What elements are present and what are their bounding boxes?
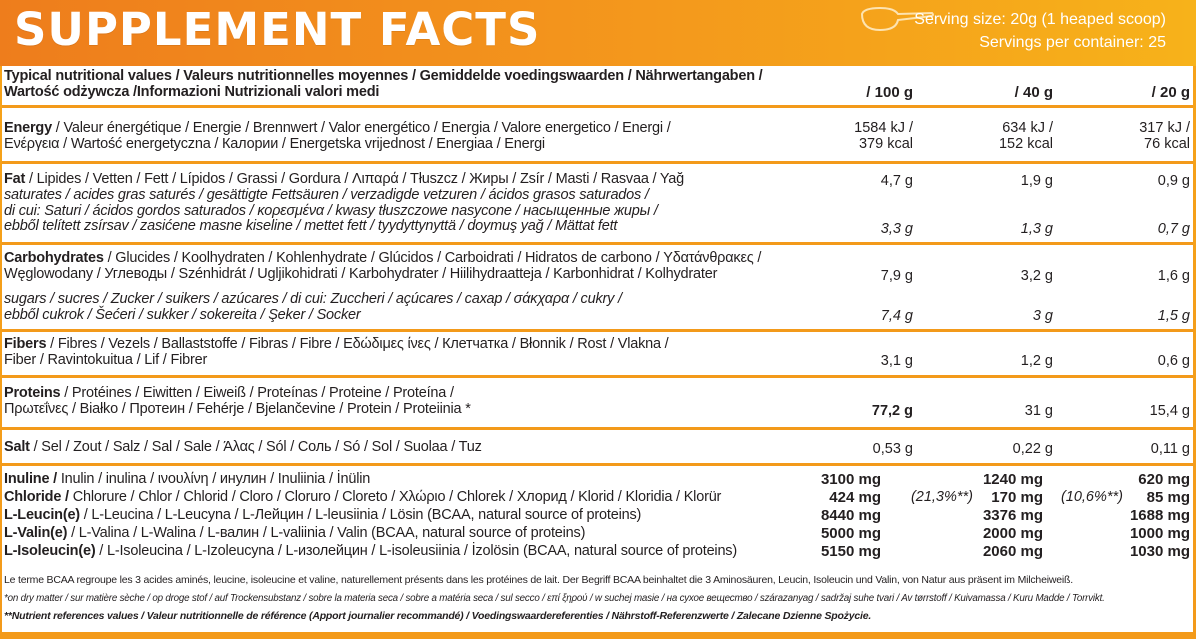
extra-100g: 5150 mg: [820, 543, 881, 560]
carbs-line2: Węglowodany / Углеводы / Szénhidrát / Ugljikohidrati / Karbohydrater / Hiilihydraatteja / Karbonhidrat / Kolhydrater: [4, 265, 718, 282]
col-header-100g: / 100 g: [866, 84, 913, 101]
extra-name: L-Leucin(e): [4, 507, 80, 523]
salt-name: Salt: [4, 439, 30, 455]
servings-per-container: Servings per container: 25: [979, 34, 1166, 51]
extra-20g: 85 mg: [1146, 489, 1190, 506]
saturates-100g: 3,3 g: [880, 221, 913, 237]
fiber-100g: 3,1 g: [880, 353, 913, 369]
energy-line1: / Valeur énergétique / Energie / Brennwert / Valor energético / Energia / Valore energetico / Energi /: [51, 120, 671, 136]
fiber-name: Fibers: [4, 336, 47, 352]
protein-100g: 77,2 g: [871, 403, 913, 419]
fat-line1: / Lipides / Vetten / Fett / Lípidos / Grassi / Gordura / Λιπαρά / Tłuszcz / Жиры / Zsír / Masti / Rasvaa / Yağ: [25, 171, 685, 187]
fiber-40g: 1,2 g: [1020, 353, 1053, 369]
saturates-line3: ebből telített zsírsav / zasićene masne kiseline / mettet fett / tyydyttynyttä / doymuş yağ / Mättat fett: [4, 218, 618, 234]
saturates-20g: 0,7 g: [1157, 221, 1190, 237]
extra-translations: / L-Valina / L-Walina / L-валин / L-valiinia / Valin (BCAA, natural source of proteins): [67, 525, 586, 541]
saturates-line2: di cui: Saturi / ácidos gordos saturados / κορεσμένα / kwasy tłuszczowe nasycone / насыщенные жиры /: [4, 202, 658, 219]
extra-name: L-Isoleucin(e): [4, 543, 96, 559]
carbs-20g: 1,6 g: [1157, 268, 1190, 284]
sugars-20g: 1,5 g: [1157, 308, 1190, 324]
energy-100g: 1584 kJ / 379 kcal: [854, 120, 913, 152]
bcaa-footnote: Le terme BCAA regroupe les 3 acides aminés, leucine, isoleucine et valine, naturellement présents dans les protéines de lait. Der Begriff BCAA beinhaltet die 3 Aminosäuren, Leucin, Isoleucin und Valin, von Natur aus präsent im Milcheiweiß.: [4, 574, 1073, 586]
extra-40g: 1240 mg: [982, 471, 1043, 488]
energy-name: Energy: [4, 120, 52, 136]
protein-40g: 31 g: [1024, 403, 1053, 419]
extra-40g: 170 mg: [991, 489, 1043, 506]
sugars-40g: 3 g: [1032, 308, 1053, 324]
extra-translations: / L-Leucina / L-Leucyna / L-Лейцин / L-leusiinia / Lösin (BCAA, natural source of proteins): [79, 507, 642, 523]
protein-20g: 15,4 g: [1149, 403, 1190, 419]
sugars-line1: sugars / sucres / Zucker / suikers / azúcares / di cui: Zuccheri / açúcares / сахар / σάκχαρα / cukry /: [4, 291, 622, 307]
fiber-20g: 0,6 g: [1157, 353, 1190, 369]
extra-100g: 8440 mg: [820, 507, 881, 524]
fat-100g: 4,7 g: [880, 173, 913, 189]
protein-line1: / Protéines / Eiwitten / Eiweiß / Proteínas / Proteine / Proteína /: [60, 385, 454, 401]
extra-translations: Inulin / inulina / ινουλίνη / инулин / Inuliinia / İnülin: [56, 471, 371, 487]
fat-40g: 1,9 g: [1020, 173, 1053, 189]
extra-100g: 3100 mg: [820, 471, 881, 488]
extra-20g: 1030 mg: [1129, 543, 1190, 560]
saturates-line1: saturates / acides gras saturés / gesättigte Fettsäuren / verzadigde vetzuren / ácidos grasos saturados /: [4, 187, 649, 203]
header-band: [0, 0, 1196, 66]
divider: [2, 105, 1193, 108]
extra-20g-pct: (10,6%**): [1060, 489, 1123, 505]
page-title: SUPPLEMENT FACTS: [14, 3, 541, 56]
extra-40g: 3376 mg: [982, 507, 1043, 524]
divider: [2, 242, 1193, 245]
energy-line2: Ενέργεια / Wartość energetyczna / Калории / Energetska vrijednost / Energiaa / Energi: [4, 135, 545, 152]
extra-100g: 5000 mg: [820, 525, 881, 542]
sugars-line2: ebből cukrok / Šećeri / sukker / sokereita / Şeker / Socker: [4, 306, 361, 323]
col-header-20g: / 20 g: [1151, 84, 1190, 101]
table-header-line2: Wartość odżywcza /Informazioni Nutrizionali valori medi: [4, 83, 380, 100]
salt-20g: 0,11 g: [1150, 441, 1190, 457]
extra-20g: 1000 mg: [1129, 525, 1190, 542]
carbs-line1: / Glucides / Koolhydraten / Kohlenhydrate / Glúcidos / Carboidrati / Hidratos de carbono / Υδατάνθρακες /: [103, 250, 762, 266]
protein-name: Proteins: [4, 385, 61, 401]
nrv-footnote: **Nutrient references values / Valeur nutritionnelle de référence (Apport journalier recommandé) / Voedingswaardereferenties / Nährstoff-Referenzwerte / Zalecane Dzienne Spożycie.: [4, 610, 872, 622]
carbs-40g: 3,2 g: [1020, 268, 1053, 284]
serving-info: [914, 8, 1166, 54]
protein-line2: Πρωτεΐνες / Białko / Протеин / Fehérje / Bjelančevine / Protein / Proteiinia *: [4, 400, 471, 417]
fat-20g: 0,9 g: [1157, 173, 1190, 189]
energy-20g: 317 kJ / 76 kcal: [1139, 120, 1190, 152]
extra-name: Chloride /: [4, 489, 69, 505]
extra-20g: 620 mg: [1138, 471, 1190, 488]
sugars-100g: 7,4 g: [880, 308, 913, 324]
salt-40g: 0,22 g: [1012, 441, 1053, 457]
extra-100g: 424 mg: [829, 489, 881, 506]
col-header-40g: / 40 g: [1014, 84, 1053, 101]
extra-40g: 2060 mg: [982, 543, 1043, 560]
divider: [2, 375, 1193, 378]
fiber-line1: / Fibres / Vezels / Ballaststoffe / Fibras / Fibre / Εδώδιμες ίνες / Клетчатка / Błonnik / Rost / Vlakna /: [46, 336, 669, 352]
carbs-100g: 7,9 g: [880, 268, 913, 284]
fat-name: Fat: [4, 171, 26, 187]
saturates-40g: 1,3 g: [1020, 221, 1053, 237]
extra-name: Inuline /: [4, 471, 57, 487]
divider: [2, 329, 1193, 332]
divider: [2, 161, 1193, 164]
dry-matter-footnote: *on dry matter / sur matière sèche / op droge stof / auf Trockensubstanz / sobre la materia seca / sobre a matéria seca / sul secco / επί ξηρού / w suchej masie / на сухое вещество / szárazanyag / sadržaj suhe tvari / Av tørrstoff / Kuivamassa / Kuru Madde / Torrvikt.: [4, 593, 1105, 604]
serving-size: Serving size: 20g (1 heaped scoop): [914, 11, 1166, 28]
divider: [2, 427, 1193, 430]
extra-20g: 1688 mg: [1129, 507, 1190, 524]
salt-100g: 0,53 g: [872, 441, 913, 457]
extra-name: L-Valin(e): [4, 525, 68, 541]
carbs-name: Carbohydrates: [4, 250, 104, 266]
nutrition-table: [2, 66, 1193, 632]
energy-40g: 634 kJ / 152 kcal: [998, 120, 1053, 152]
salt-line1: / Sel / Zout / Salz / Sal / Sale / Άλας / Sól / Соль / Só / Sol / Suolaa / Tuz: [29, 439, 482, 455]
extra-translations: / L-Isoleucina / L-Izoleucyna / L-изолейцин / L-isoleusiinia / İzolösin (BCAA, natural source of proteins): [95, 543, 737, 559]
divider: [2, 463, 1193, 466]
extra-40g-pct: (21,3%**): [910, 489, 973, 505]
extra-40g: 2000 mg: [982, 525, 1043, 542]
fiber-line2: Fiber / Ravintokuitua / Lif / Fibrer: [4, 351, 208, 368]
table-header-line1: Typical nutritional values / Valeurs nutritionnelles moyennes / Gemiddelde voedingswaarden / Nährwertangaben /: [4, 68, 763, 84]
extra-translations: Chlorure / Chlor / Chlorid / Cloro / Cloruro / Cloreto / Χλώριο / Chlorek / Хлорид / Klorid / Kloridia / Klorür: [68, 489, 722, 505]
